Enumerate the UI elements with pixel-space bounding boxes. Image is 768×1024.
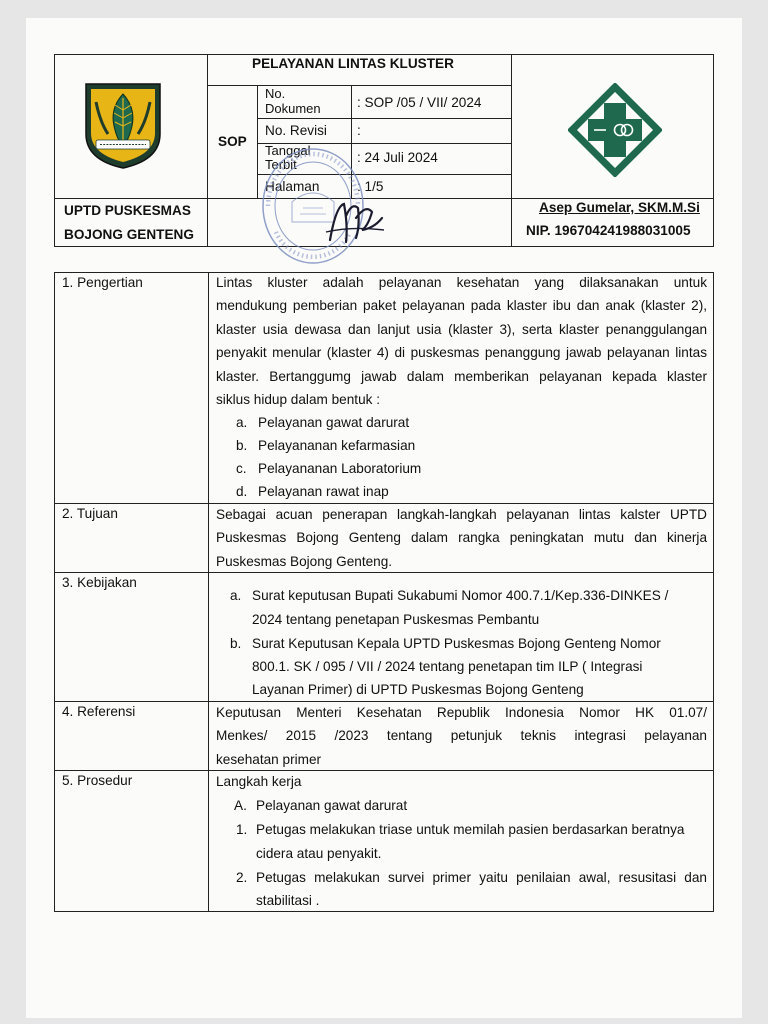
field-label-no-dokumen: No. Dokumen	[265, 86, 321, 116]
list-marker: d.	[236, 484, 248, 499]
signature-icon	[322, 196, 388, 246]
section-label: 2. Tujuan	[62, 506, 118, 521]
field-label-tanggal-terbit: Tanggal Terbit	[265, 143, 311, 172]
text-line: Sebagai acuan penerapan langkah-langkah pelayanan lintas kalster UPTD	[216, 507, 707, 522]
list-item: Petugas melakukan survei primer yaitu penilaian awal, resusitasi dan	[256, 870, 707, 885]
list-item: cidera atau penyakit.	[256, 846, 382, 861]
list-marker: b.	[236, 438, 248, 453]
section-label: 3. Kebijakan	[62, 575, 137, 590]
list-marker: c.	[236, 461, 247, 476]
field-value-halaman: : 1/5	[357, 179, 384, 194]
list-item: 2024 tentang penetapan Puskesmas Pembantu	[252, 612, 540, 627]
list-item: Pelayanan rawat inap	[258, 484, 389, 499]
puskesmas-logo-icon	[568, 83, 662, 177]
list-marker: 1.	[236, 822, 248, 837]
signer-nip: NIP. 196704241988031005	[526, 223, 691, 238]
section-label: 1. Pengertian	[62, 275, 143, 290]
text-line: siklus hidup dalam bentuk :	[216, 392, 380, 408]
field-value-tanggal-terbit: : 24 Juli 2024	[357, 150, 438, 165]
section-text	[216, 503, 707, 573]
text-line: mendukung pemberian paket pelayanan pada klaster ibu dan anak (klaster 2),	[216, 298, 707, 314]
text-line: Puskesmas Bojong Genteng dalam rangka peningkatan mutu dan kinerja	[216, 530, 707, 546]
text-line: Menkes/ 2015 /2023 tentang petunjuk teknis integrasi pelayanan	[216, 728, 707, 744]
section-text	[216, 701, 707, 771]
signer-name: Asep Gumelar, SKM.M.Si	[539, 200, 700, 215]
list-item: 800.1. SK / 095 / VII / 2024 tentang penetapan tim ILP ( Integrasi	[252, 659, 643, 674]
list-item: Pelayananan Laboratorium	[258, 461, 422, 476]
list-item: Pelayananan kefarmasian	[258, 438, 416, 453]
list-marker: a.	[236, 415, 248, 430]
sop-label: SOP	[218, 134, 247, 149]
list-marker: 2.	[236, 870, 248, 885]
field-label-no-revisi: No. Revisi	[265, 123, 327, 138]
list-item: Pelayanan gawat darurat	[258, 415, 410, 430]
list-marker: A.	[234, 798, 247, 813]
field-label-halaman: Halaman	[265, 179, 320, 194]
list-marker: b.	[230, 636, 242, 651]
list-item: Surat Keputusan Kepala UPTD Puskesmas Bojong Genteng Nomor	[252, 636, 661, 651]
text-line: Keputusan Menteri Kesehatan Republik Indonesia Nomor HK 01.07/	[216, 705, 707, 720]
field-value-no-dokumen: : SOP /05 / VII/ 2024	[357, 95, 482, 110]
regency-logo-icon	[82, 82, 164, 170]
text-line: klaster usia dewasa dan lanjut usia (klaster 3), serta klaster penanggulangan	[216, 321, 707, 337]
section-label: 4. Referensi	[62, 704, 136, 719]
sub-heading: Pelayanan gawat darurat	[256, 798, 408, 813]
org-name-line1: UPTD PUSKESMAS	[64, 203, 191, 218]
text-line: klaster. Bertanggumg jawab dalam memberikan pelayanan kepada klaster	[216, 368, 707, 384]
text-line: Lintas kluster adalah pelayanan kesehatan yang dilaksanakan untuk	[216, 275, 707, 290]
text-line: Puskesmas Bojong Genteng.	[216, 553, 393, 569]
list-item: Surat keputusan Bupati Sukabumi Nomor 400.7.1/Kep.336-DINKES /	[252, 588, 669, 603]
document-title: PELAYANAN LINTAS KLUSTER	[252, 56, 454, 71]
section-intro: Langkah kerja	[216, 774, 302, 789]
field-value-no-revisi: :	[357, 123, 361, 138]
list-marker: a.	[230, 588, 242, 603]
section-text	[216, 271, 707, 411]
text-line: kesehatan primer	[216, 751, 322, 767]
list-item: stabilitasi .	[256, 893, 320, 908]
org-name-line2: BOJONG GENTENG	[64, 227, 194, 242]
section-label: 5. Prosedur	[62, 773, 133, 788]
text-line: penyakit menular (klaster 4) di puskesmas penanggung jawab pelayanan lintas	[216, 345, 707, 361]
list-item: Layanan Primer) di UPTD Puskesmas Bojong Genteng	[252, 682, 584, 697]
list-item: Petugas melakukan triase untuk memilah pasien berdasarkan beratnya	[256, 822, 685, 837]
